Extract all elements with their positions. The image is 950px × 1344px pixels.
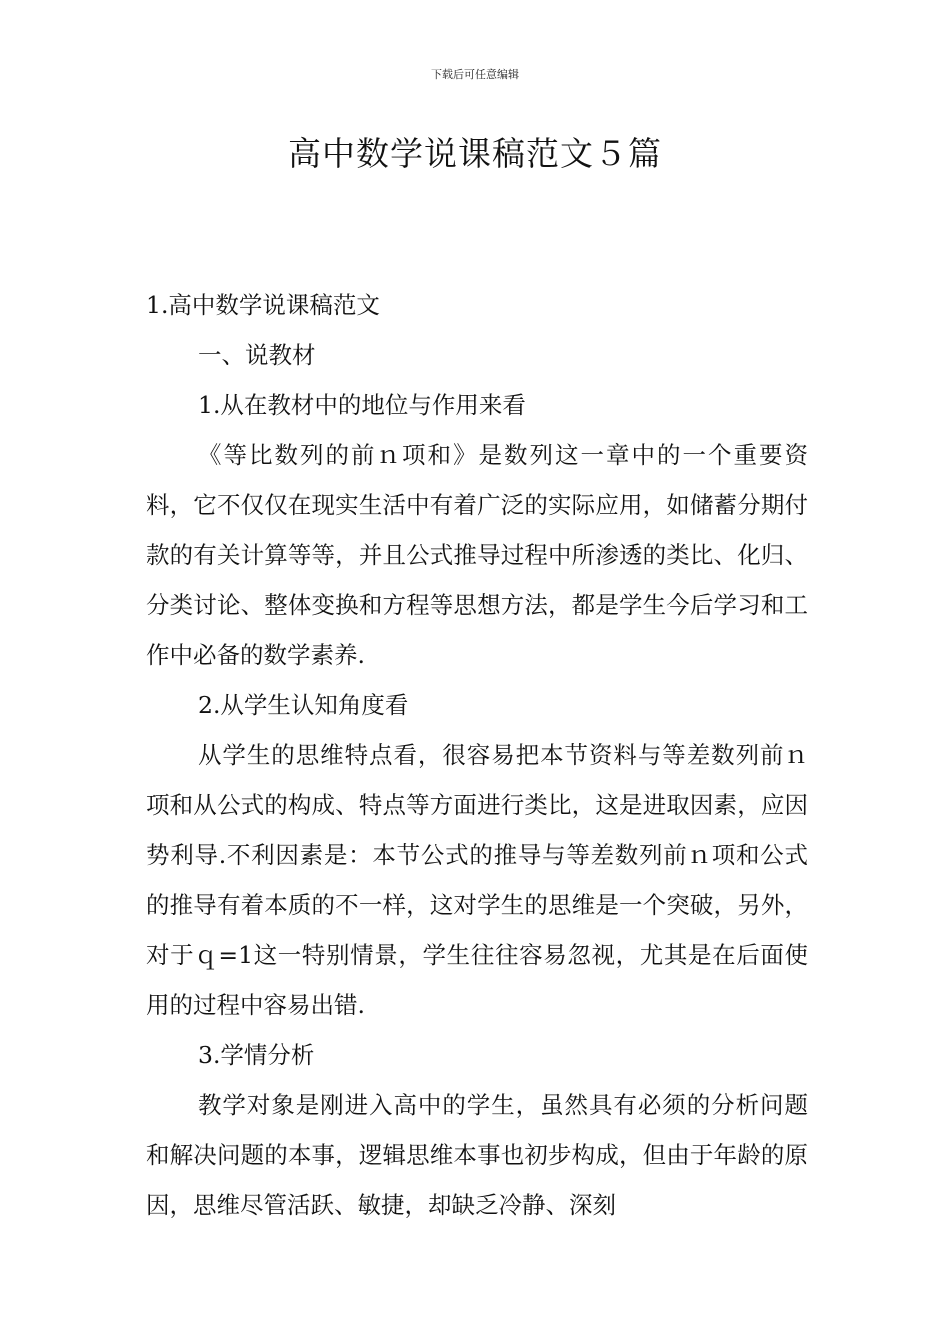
paragraph: 从学生的思维特点看，很容易把本节资料与等差数列前ｎ项和从公式的构成、特点等方面进行类比，这是进取因素，应因势利导.不利因素是：本节公式的推导与等差数列前ｎ项和公式的推导有着本质的不一样，这对学生的思维是一个突破，另外，对于ｑ=1这一特别情景，学生往往容易忽视，尤其是在后面使用的过程中容易出错.	[146, 741, 808, 1019]
document-title: 高中数学说课稿范文５篇	[288, 134, 662, 173]
document-body	[146, 280, 808, 1230]
point-heading: 2.从学生认知角度看	[198, 691, 409, 719]
section-heading: 1.高中数学说课稿范文	[146, 291, 380, 319]
point-heading: 3.学情分析	[198, 1041, 315, 1069]
paragraph: 《等比数列的前ｎ项和》是数列这一章中的一个重要资料，它不仅仅在现实生活中有着广泛的实际应用，如储蓄分期付款的有关计算等等，并且公式推导过程中所渗透的类比、化归、分类讨论、整体变换和方程等思想方法，都是学生今后学习和工作中必备的数学素养.	[146, 441, 808, 669]
header-note: 下载后可任意编辑	[431, 68, 519, 81]
paragraph: 教学对象是刚进入高中的学生，虽然具有必须的分析问题和解决问题的本事，逻辑思维本事也初步构成，但由于年龄的原因，思维尽管活跃、敏捷，却缺乏冷静、深刻	[146, 1091, 808, 1219]
subsection-heading: 一、说教材	[198, 341, 316, 369]
point-heading: 1.从在教材中的地位与作用来看	[198, 391, 526, 419]
